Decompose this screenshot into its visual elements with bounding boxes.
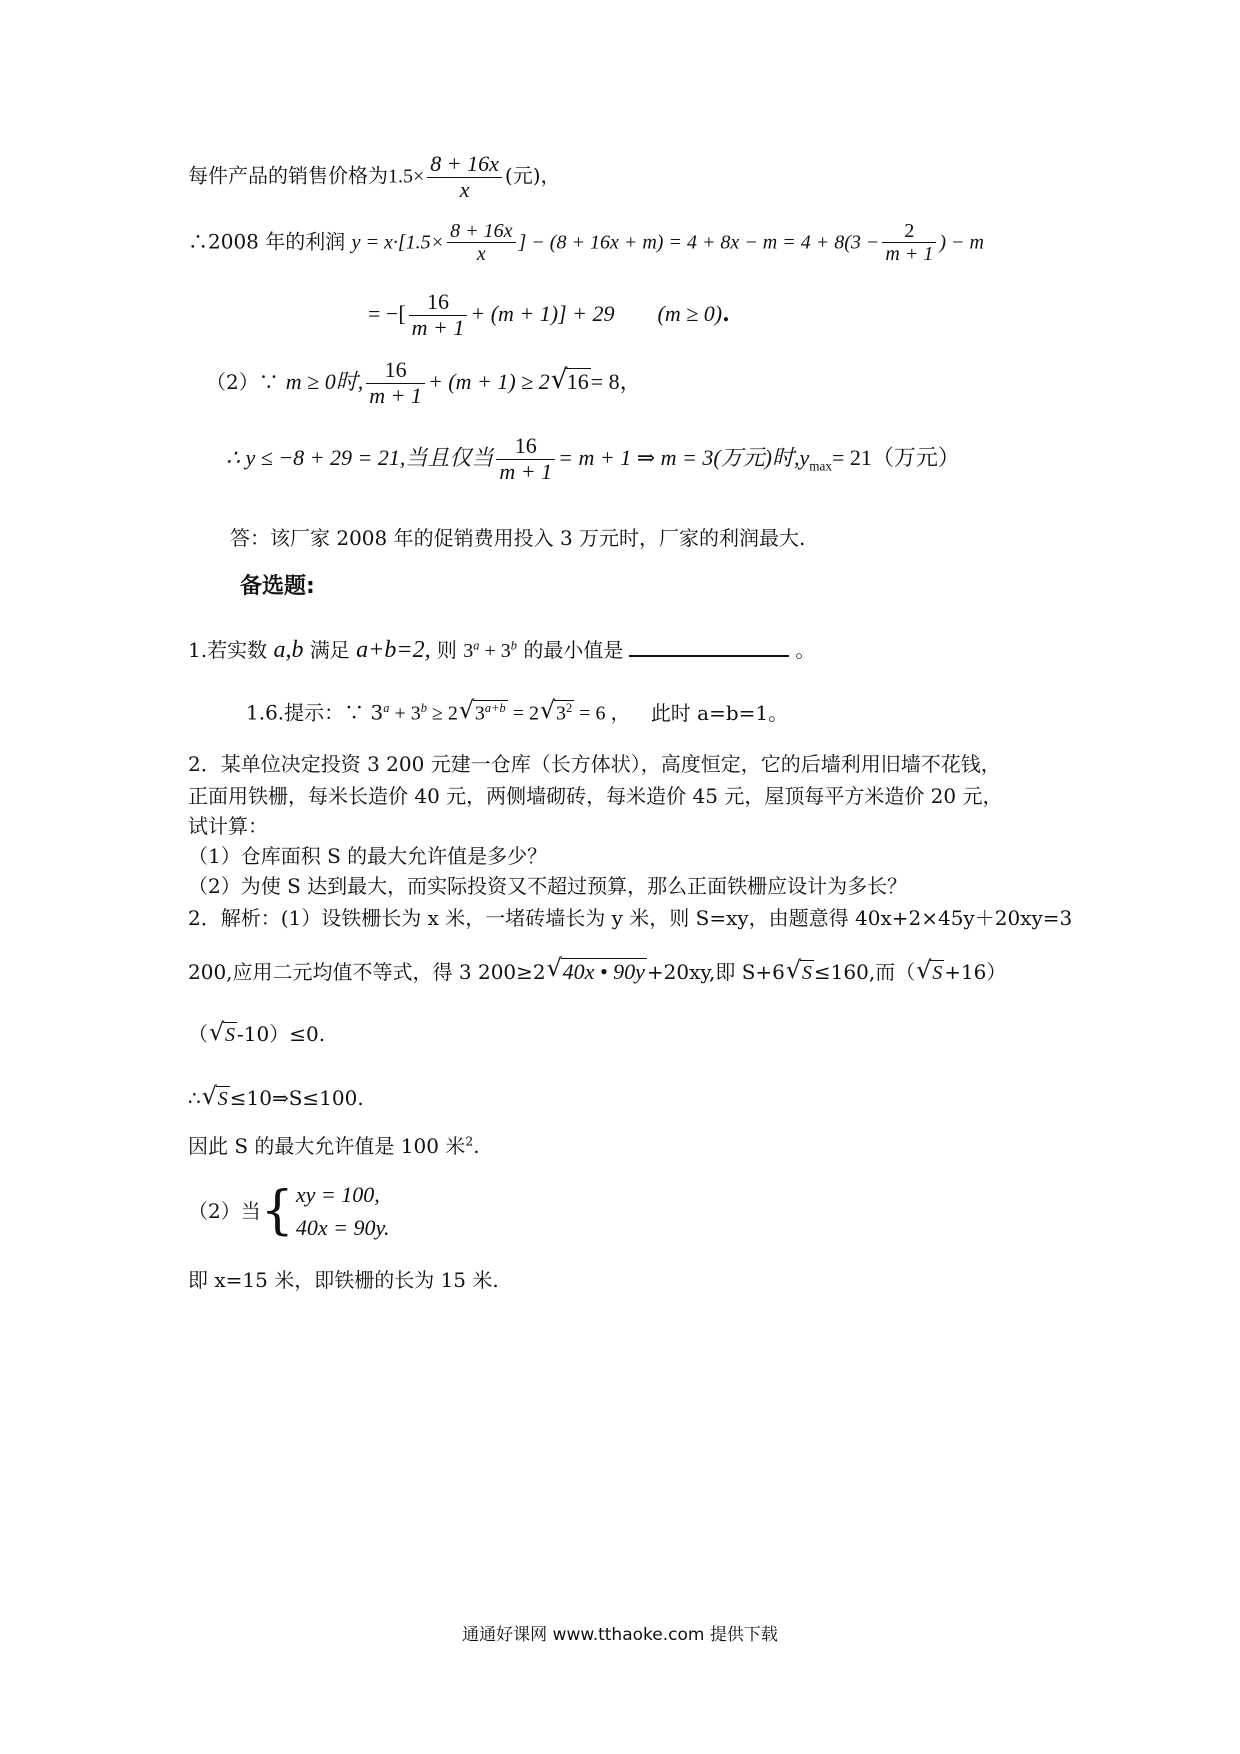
- numerator: 2: [882, 220, 936, 243]
- denominator: x: [459, 176, 470, 202]
- superscript: a+b: [484, 701, 506, 715]
- question-1: [188, 636, 815, 665]
- math-text: y = x·[1.5×: [351, 231, 445, 254]
- math-text: + (m + 1) ≥ 2: [427, 369, 550, 395]
- text: +20xy,即 S+6: [646, 960, 785, 984]
- question-2-line-1: [188, 752, 1001, 776]
- text: -10）≤0.: [237, 1022, 326, 1046]
- square-root: [203, 1086, 230, 1111]
- denominator: m + 1: [411, 314, 465, 340]
- question-2-line-3: [188, 814, 268, 838]
- math-text: ≥ 2: [426, 702, 458, 725]
- math-text: 3: [463, 640, 474, 662]
- text: ∴2008 年的利润: [188, 229, 346, 254]
- line-price: [188, 152, 561, 202]
- denominator: m + 1: [369, 382, 422, 408]
- answer-blank: [629, 637, 789, 657]
- text: （2）当: [188, 1199, 261, 1223]
- question-2-part-1: [188, 844, 547, 868]
- math-text: + 3: [479, 640, 511, 662]
- math-text: ] − (8 + 16x + m) = 4 + 8x − m = 4 + 8(3 −: [518, 231, 880, 254]
- text: 即 x=15 米，即铁栅的长为 15 米.: [188, 1268, 499, 1292]
- text: 答：该厂家 2008 年的促销费用投入 3 万元时，厂家的利润最大.: [230, 526, 806, 550]
- numerator: 16: [409, 290, 468, 316]
- denominator: m + 1: [499, 458, 553, 484]
- math-text: m ≥ 0时,: [285, 369, 364, 395]
- math-text: 1.5×: [388, 165, 425, 188]
- text: ≤160,而（: [813, 960, 916, 984]
- numerator: 16: [366, 358, 425, 384]
- solution-2-line-3: [188, 1022, 325, 1047]
- math-text: = −[: [368, 301, 406, 327]
- radicand: 40x • 90y: [562, 959, 645, 984]
- fraction: [366, 358, 425, 408]
- page-footer: [0, 1620, 1240, 1645]
- text: 则: [436, 638, 457, 662]
- denominator: m + 1: [885, 243, 934, 266]
- math-text: = 21（万元）: [832, 445, 960, 471]
- text: 因此 S 的最大允许值是 100 米: [188, 1134, 466, 1158]
- square-root: [548, 958, 647, 985]
- solution-2-system: [188, 1178, 390, 1244]
- text: 。: [795, 638, 816, 662]
- fraction: [427, 152, 502, 202]
- text: 的最小值是: [523, 638, 624, 662]
- square-root: [460, 700, 508, 726]
- brace-icon: {: [260, 1181, 294, 1241]
- text: .: [473, 1134, 480, 1158]
- solution-2-line-5: [188, 1134, 480, 1158]
- math-text: a+b=2,: [356, 637, 431, 663]
- text: （2）∵: [206, 370, 279, 395]
- text: 2．某单位决定投资 3 200 元建一仓库（长方体状），高度恒定，它的后墙利用旧墙不花钱，: [188, 752, 1001, 776]
- fraction: [496, 434, 555, 484]
- radicand: [554, 700, 574, 726]
- math-text: ) − m: [939, 231, 984, 254]
- text: （2）为使 S 达到最大，而实际投资又不超过预算，那么正面铁栅应设计为多长？: [188, 874, 908, 898]
- text: 正面用铁栅，每米长造价 40 元，两侧墙砌砖，每米造价 45 元，屋顶每平方米造价 20 元，: [188, 784, 1003, 808]
- square-root: [917, 960, 944, 985]
- square-root: [210, 1022, 237, 1047]
- numerator: 16: [496, 434, 555, 460]
- radicand: S: [217, 1088, 228, 1110]
- text: ∴: [188, 1086, 201, 1110]
- text: 满足: [309, 638, 350, 662]
- fraction: [447, 220, 515, 266]
- equation-system: [296, 1178, 390, 1244]
- equation-row: 40x = 90y.: [295, 1215, 390, 1240]
- solution-2-line-2: [188, 958, 1006, 985]
- text: （1）仓库面积 S 的最大允许值是多少？: [188, 844, 548, 868]
- radicand-base: 3: [474, 702, 485, 725]
- line-profit: [188, 220, 984, 266]
- math-text: = 6 ，: [574, 702, 631, 725]
- square-root: [787, 960, 814, 985]
- solution-2-conclusion: [188, 1268, 499, 1292]
- text: ≤10⇒S≤100.: [229, 1086, 364, 1110]
- math-text: = 2: [507, 702, 539, 725]
- line-profit-simplified: [368, 290, 730, 340]
- superscript: 2: [465, 1133, 474, 1149]
- text: +16）: [944, 960, 1007, 984]
- radicand: 16: [566, 369, 589, 395]
- radicand: S: [932, 962, 943, 984]
- text: 1.若实数: [188, 638, 268, 662]
- radicand: S: [801, 962, 812, 984]
- math-text: y: [799, 445, 810, 471]
- text: 每件产品的销售价格为: [188, 163, 388, 188]
- math-text: = m + 1 ⇒ m = 3(万元)时,: [558, 445, 800, 471]
- footer-text: 通通好课网 www.tthaoke.com 提供下载: [462, 1625, 778, 1645]
- numerator: 8 + 16x: [447, 220, 515, 243]
- subscript: max: [809, 458, 832, 474]
- math-text: ∴ y ≤ −8 + 29 = 21,当且仅当: [226, 445, 494, 471]
- solution-2-line-4: [188, 1086, 364, 1111]
- math-text: 1.6.提示：∵ 3: [246, 700, 384, 725]
- heading-text: 备选题:: [240, 574, 315, 599]
- numerator: 8 + 16x: [427, 152, 502, 178]
- denominator: x: [476, 243, 486, 266]
- text: 200,应用二元均值不等式，得 3 200≥2: [188, 960, 546, 984]
- text: .: [722, 301, 730, 328]
- solution-2-line-1: [188, 906, 1072, 930]
- superscript: a: [383, 701, 390, 715]
- math-text: a,b: [273, 637, 304, 663]
- superscript: b: [510, 638, 517, 653]
- hint-1: [246, 700, 788, 726]
- text: （: [188, 1022, 208, 1046]
- answer-line: [230, 526, 805, 550]
- square-root: [552, 368, 591, 396]
- radicand: [473, 700, 508, 726]
- text: 试计算：: [188, 814, 268, 838]
- superscript: 2: [565, 701, 573, 715]
- radicand-base: 3: [555, 702, 566, 725]
- math-text: = 8，: [590, 369, 642, 395]
- text: 2．解析：(1）设铁栅长为 x 米，一堵砖墙长为 y 米，则 S=xy，由题意得 40x+2×45y＋20xy=3: [188, 906, 1073, 930]
- question-2-line-2: [188, 784, 1003, 808]
- question-2-part-2: [188, 874, 907, 898]
- radicand: S: [225, 1024, 235, 1046]
- math-text: + 3: [389, 702, 421, 725]
- math-text: (m ≥ 0): [657, 301, 723, 327]
- text: 此时 a=b=1。: [650, 700, 789, 725]
- superscript: b: [420, 701, 427, 715]
- superscript: a: [473, 638, 480, 653]
- line-max-profit: [226, 434, 960, 484]
- line-part2-inequality: [206, 358, 642, 408]
- math-text: + (m + 1)] + 29: [470, 301, 615, 327]
- equation-row: xy = 100,: [295, 1182, 380, 1207]
- text: (元)，: [504, 163, 561, 188]
- section-heading: [240, 574, 315, 600]
- fraction: [409, 290, 468, 340]
- square-root: [541, 700, 574, 726]
- fraction: [882, 220, 936, 266]
